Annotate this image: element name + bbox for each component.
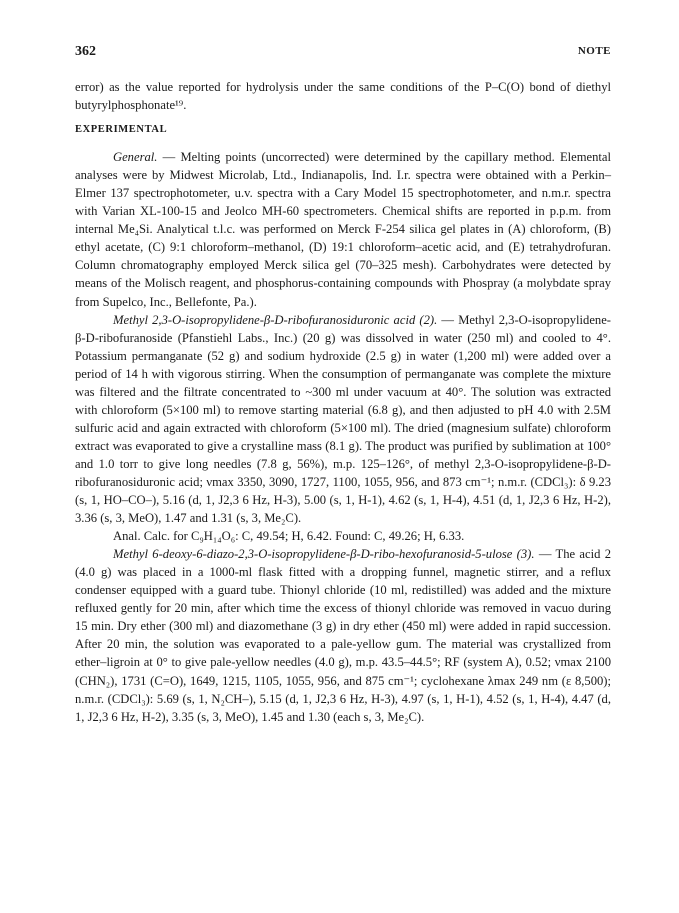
page-number: 362: [75, 44, 96, 59]
compound-2-text: — Methyl 2,3-O-isopropylidene-β-D-ribofuranoside (Pfanstiehl Labs., Inc.) (20 g) was dissolved in water (250 ml) and cooled to 4°. Potassium permanganate (52 g) and sodium hydroxide (2.5 g) in water (1,200 ml) were added over a period of 14 h with vigorous stirring. When the consumption of permanganate was complete the mixture was filtered and the filtrate concentrated to ~300 ml under vacuum at 40°. The solution was extracted with chloroform (5×100 ml) to remove starting material (6.8 g), and then adjusted to pH 4.0 with 2.5M sulfuric acid and again extracted with chloroform (5×100 ml). The dried (magnesium sulfate) chloroform extract was evaporated to give a crystalline mass (8.1 g). The product was purified by sublimation at 100° and 1.0 torr to give long needles (7.8 g, 56%), m.p. 125–126°, of methyl 2,3-O-isopropylidene-β-D-ribofuranosiduronic acid; νmax 3350, 3090, 1727, 1100, 1055, 956, and 873 cm⁻¹; n.m.r. (CDCl₃): δ 9.23 (s, 1, HO–CO–), 5.16 (d, 1, J2,3 6 Hz, H-3), 5.00 (s, 1, H-1), 4.62 (s, 1, H-4), 4.51 (d, 1, J2,3 6 Hz, H-2), 3.36 (s, 3, MeO), 1.47 and 1.31 (s, 3, Me₂C).: [75, 312, 612, 526]
compound-3-paragraph: [75, 545, 611, 725]
compound-3-text: — The acid 2 (4.0 g) was placed in a 1000-ml flask fitted with a dropping funnel, magnetic stirrer, and a reflux condenser equipped with a guard tube. Thionyl chloride (10 ml, redistilled) was added and the mixture refluxed gently for 20 min, after which time the excess of thionyl chloride was removed in vacuo during 15 min. Dry ether (300 ml) and diazomethane (3 g) in dry ether (450 ml) were added in rapid succession. After 20 min, the solution was evaporated to a pale-yellow gum. The material was crystallized from ether–ligroin at 0° to give pale-yellow needles (4.0 g), m.p. 43.5–44.5°; RF (system A), 0.52; νmax 2100 (CHN₂), 1731 (C=O), 1649, 1215, 1105, 1055, 956, and 875 cm⁻¹; cyclohexane λmax 249 nm (ε 8,500); n.m.r. (CDCl₃): 5.69 (s, 1, N₂CH–), 5.15 (d, 1, J2,3 6 Hz, H-3), 4.97 (s, 1, H-1), 4.52 (s, 1, H-4), 4.47 (d, 1, J2,3 6 Hz, H-2), 3.35 (s, 3, MeO), 1.45 and 1.30 (each s, 3, Me₂C).: [75, 547, 612, 724]
general-heading: General.: [113, 150, 158, 165]
running-head: NOTE: [577, 45, 611, 57]
page-header: [75, 44, 611, 62]
general-paragraph: [75, 148, 611, 310]
compound-2-paragraph: [75, 311, 611, 528]
analysis-paragraph: Anal. Calc. for C₉H₁₄O₆: C, 49.54; H, 6.42. Found: C, 49.26; H, 6.33.: [113, 529, 465, 544]
compound-2-heading: Methyl 2,3-O-isopropylidene-β-D-ribofuranosiduronic acid (2).: [113, 312, 438, 327]
intro-paragraph: error) as the value reported for hydrolysis under the same conditions of the P–C(O) bond of diethyl butyrylphosphonate¹⁹.: [75, 80, 611, 113]
section-heading-experimental: EXPERIMENTAL: [75, 124, 168, 136]
compound-3-heading: Methyl 6-deoxy-6-diazo-2,3-O-isopropylidene-β-D-ribo-hexofuranosid-5-ulose (3).: [113, 547, 535, 562]
article-body: [75, 78, 611, 726]
general-text: — Melting points (uncorrected) were determined by the capillary method. Elemental analyses were by Midwest Microlab, Ltd., Indianapolis, Ind. I.r. spectra were obtained with a Perkin–Elmer 137 spectrophotometer, u.v. spectra with a Cary Model 15 spectrophotometer, and n.m.r. spectra with Varian XL-100-15 and Jeolco MH-60 spectrometers. Chemical shifts are reported in p.p.m. from internal Me₄Si. Analytical t.l.c. was performed on Merck F-254 silica gel plates in (A) chloroform, (B) ethyl acetate, (C) 9:1 chloroform–methanol, (D) 19:1 chloroform–acetic acid, and (E) tetrahydrofuran. Column chromatography employed Merck silica gel (70–325 mesh). Carbohydrates were detected by means of the Molisch reagent, and phosphorus-containing compounds with Phospray (a molybdate spray from Supelco, Inc., Bellefonte, Pa.).: [75, 150, 611, 309]
